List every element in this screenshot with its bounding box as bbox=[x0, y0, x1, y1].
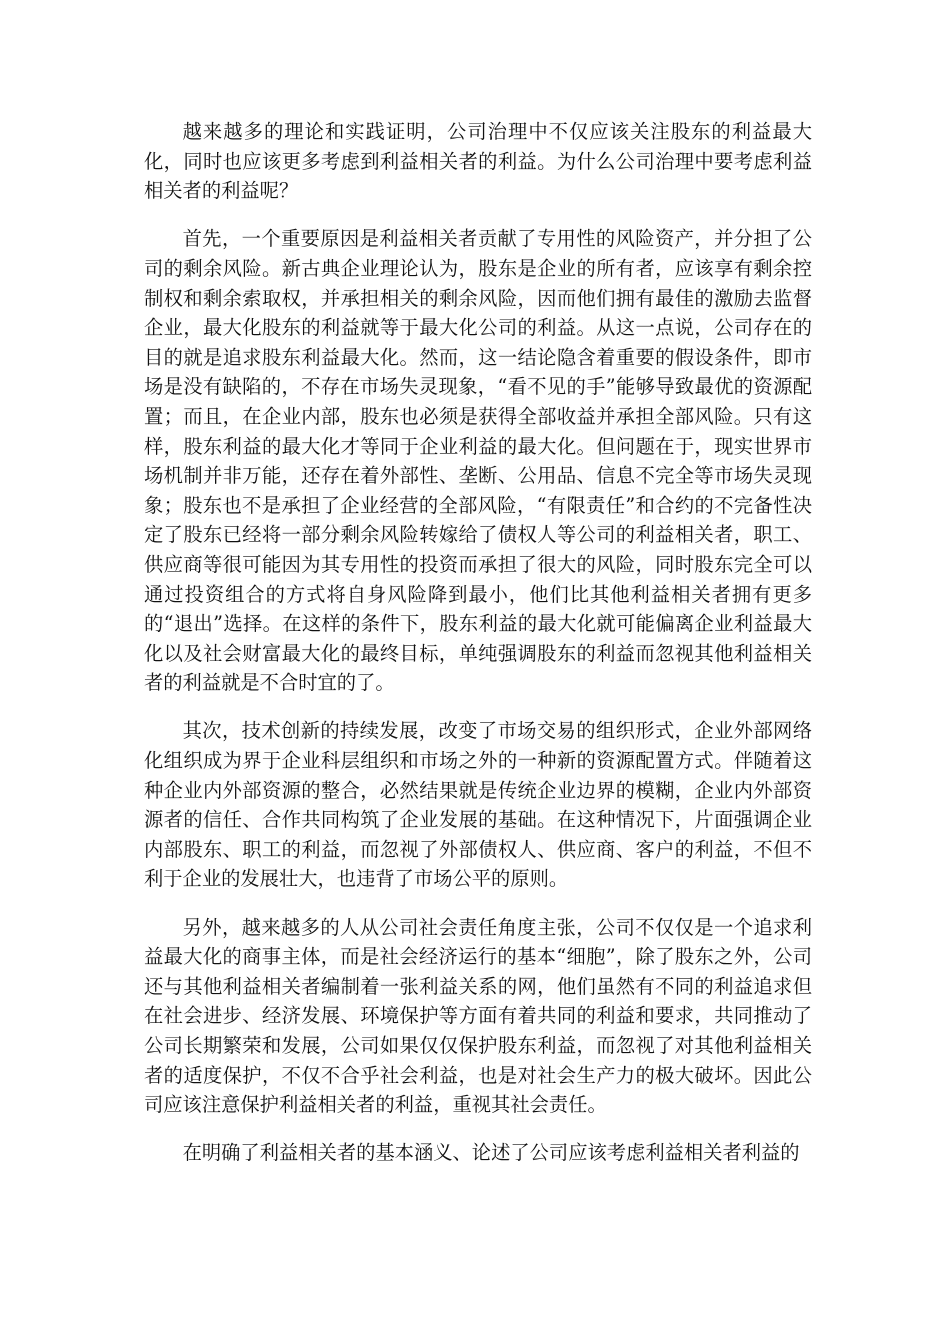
paragraph-first-reason: 首先，一个重要原因是利益相关者贡献了专用性的风险资产，并分担了公司的剩余风险。新古典企业理论认为，股东是企业的所有者，应该享有剩余控制权和剩余索取权，并承担相关的剩余风险，因而他们拥有最佳的激励去监督企业，最大化股东的利益就等于最大化公司的利益。从这一点说，公司存在的目的就是追求股东利益最大化。然而，这一结论隐含着重要的假设条件，即市场是没有缺陷的，不存在市场失灵现象，“看不见的手”能够导致最优的资源配置；而且，在企业内部，股东也必须是获得全部收益并承担全部风险。只有这样，股东利益的最大化才等同于企业利益的最大化。但问题在于，现实世界市场机制并非万能，还存在着外部性、垄断、公用品、信息不完全等市场失灵现象；股东也不是承担了企业经营的全部风险，“有限责任”和合约的不完备性决定了股东已经将一部分剩余风险转嫁给了债权人等公司的利益相关者，职工、供应商等很可能因为其专用性的投资而承担了很大的风险，同时股东完全可以通过投资组合的方式将自身风险降到最小，他们比其他利益相关者拥有更多的“退出”选择。在这样的条件下，股东利益的最大化就可能偏离企业利益最大化以及社会财富最大化的最终目标，单纯强调股东的利益而忽视其他利益相关者的利益就是不合时宜的了。 bbox=[144, 227, 812, 695]
document-body bbox=[144, 117, 812, 1187]
paragraph-intro: 越来越多的理论和实践证明，公司治理中不仅应该关注股东的利益最大化，同时也应该更多考虑到利益相关者的利益。为什么公司治理中要考虑利益相关者的利益呢？ bbox=[144, 120, 812, 203]
paragraph-social-responsibility: 另外，越来越多的人从公司社会责任角度主张，公司不仅仅是一个追求利益最大化的商事主体，而是社会经济运行的基本“细胞”，除了股东之外，公司还与其他利益相关者编制着一张利益关系的网，他们虽然有不同的利益追求但在社会进步、经济发展、环境保护等方面有着共同的利益和要求，共同推动了公司长期繁荣和发展，公司如果仅仅保护股东利益，而忽视了对其他利益相关者的适度保护，不仅不合乎社会利益，也是对社会生产力的极大破坏。因此公司应该注意保护利益相关者的利益，重视其社会责任。 bbox=[144, 915, 812, 1117]
paragraph-continuation: 在明确了利益相关者的基本涵义、论述了公司应该考虑利益相关者利益的 bbox=[182, 1141, 800, 1165]
paragraph-second-reason: 其次，技术创新的持续发展，改变了市场交易的组织形式，企业外部网络化组织成为界于企业科层组织和市场之外的一种新的资源配置方式。伴随着这种企业内外部资源的整合，必然结果就是传统企业边界的模糊，企业内外部资源者的信任、合作共同构筑了企业发展的基础。在这种情况下，片面强调企业内部股东、职工的利益，而忽视了外部债权人、供应商、客户的利益，不但不利于企业的发展壮大，也违背了市场公平的原则。 bbox=[144, 719, 812, 891]
